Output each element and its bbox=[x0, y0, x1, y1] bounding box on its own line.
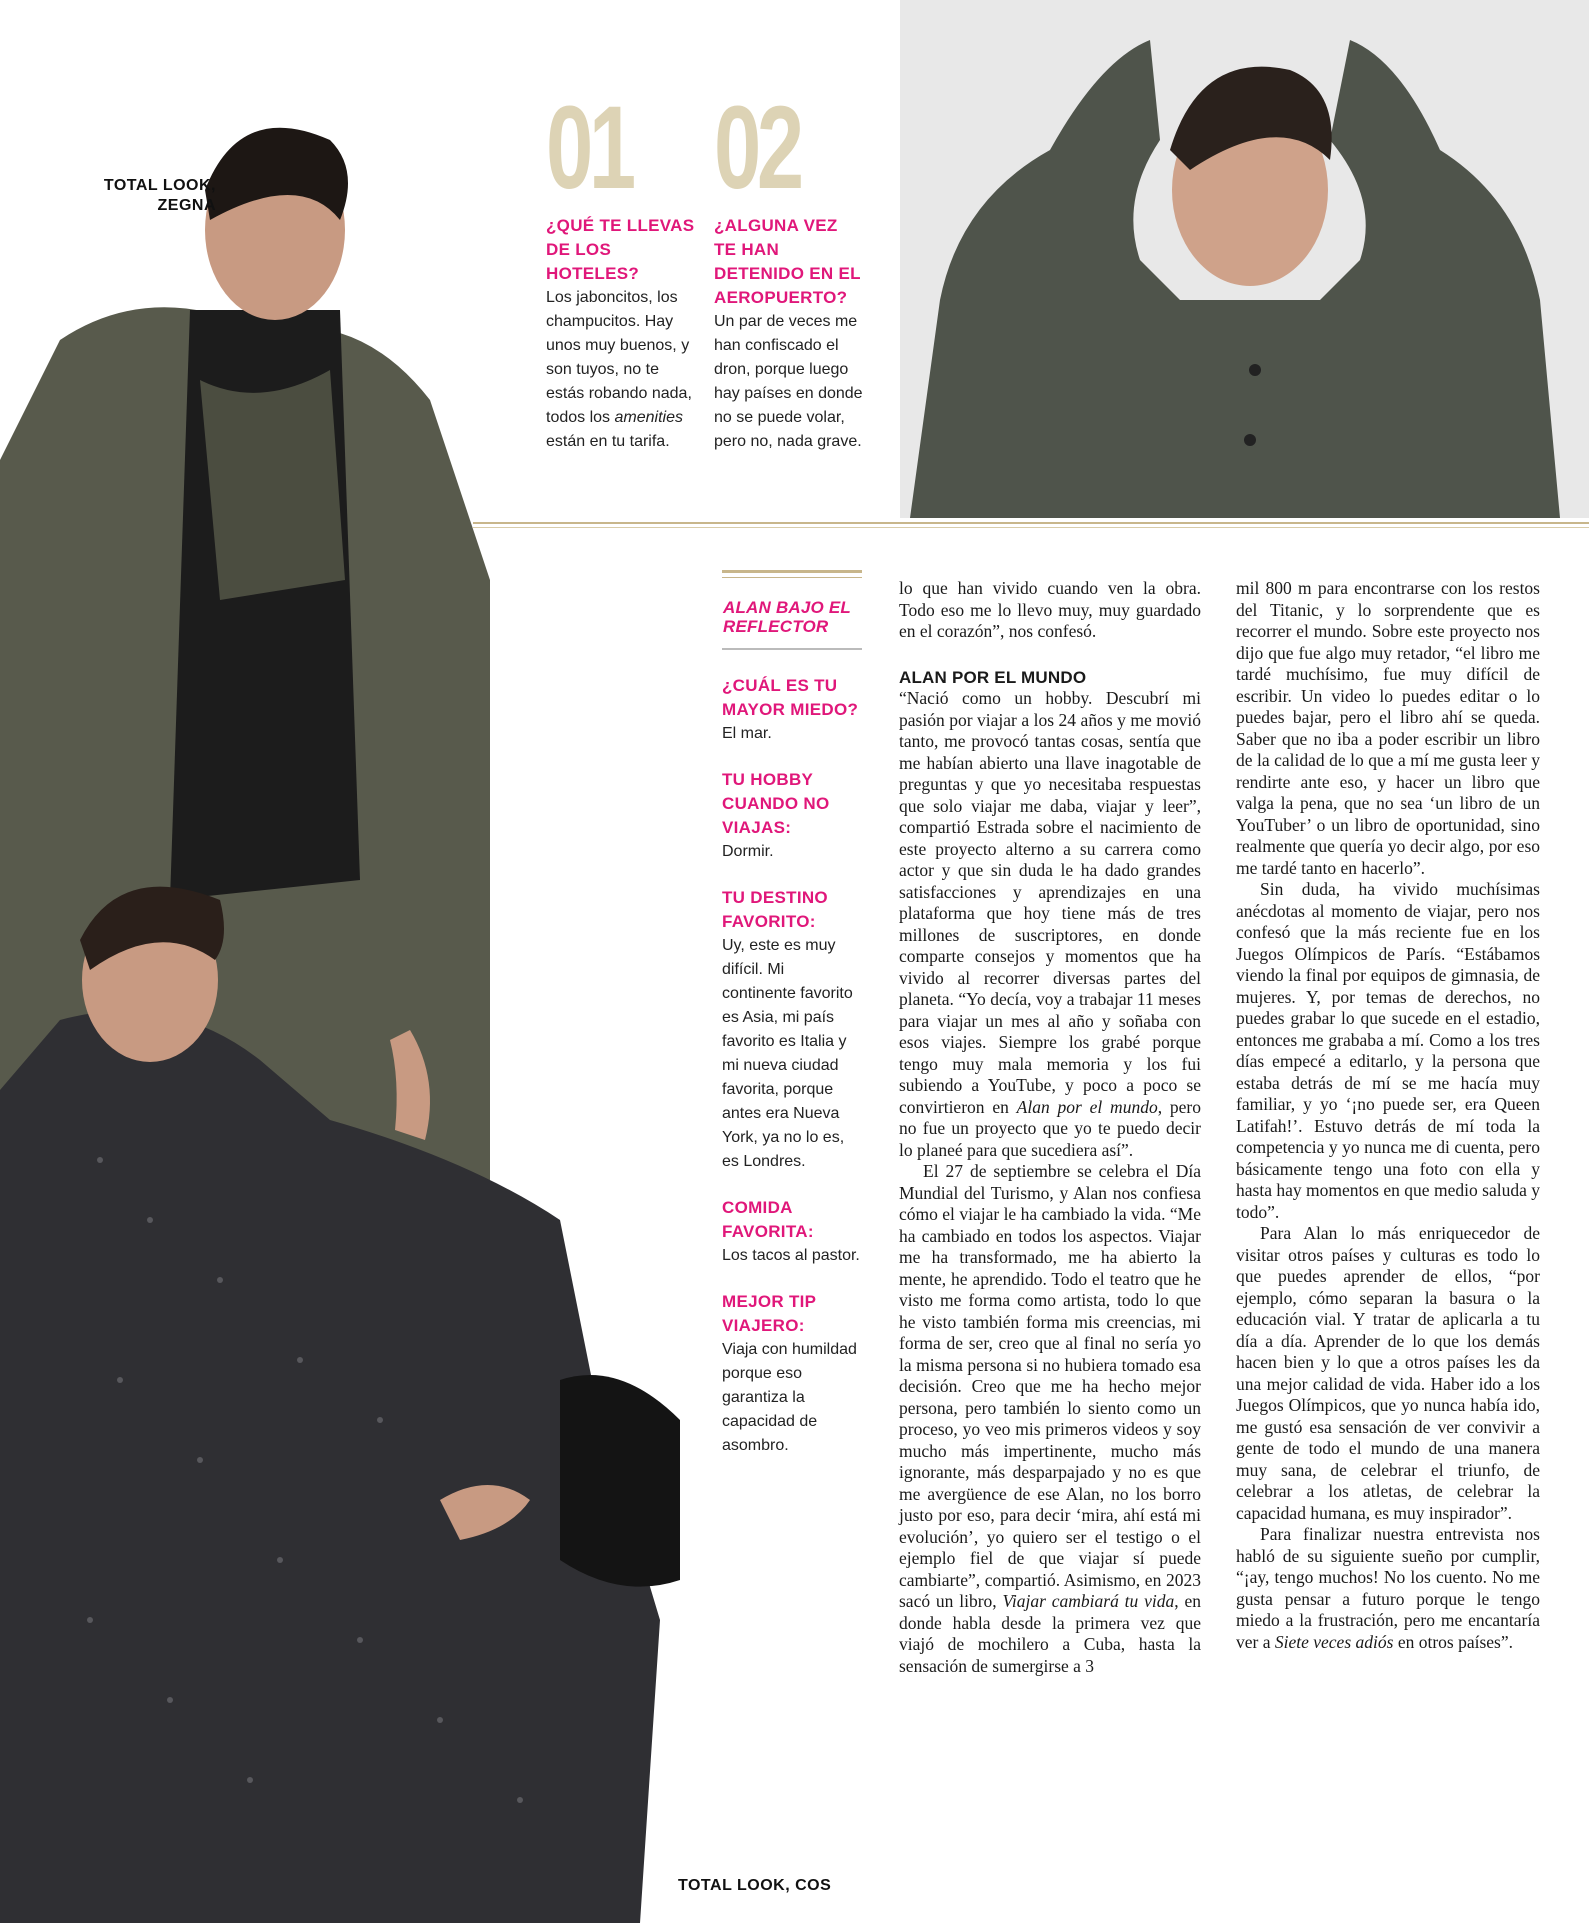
answer-text: Un par de veces me han confiscado el dron, porque luego hay países en donde no se puede volar, pero no, nada grave. bbox=[714, 313, 863, 450]
sidebar-item bbox=[722, 674, 862, 746]
photo-credit-bottom: TOTAL LOOK, COS bbox=[678, 1877, 832, 1894]
sidebar-question: COMIDA FAVORITA: bbox=[722, 1198, 814, 1241]
sidebar-question: MEJOR TIP VIAJERO: bbox=[722, 1292, 817, 1335]
photo-credit-top bbox=[60, 176, 216, 216]
question-number-01: 01 bbox=[546, 82, 632, 214]
section-divider bbox=[473, 522, 1589, 524]
sidebar-question: ¿CUÁL ES TU MAYOR MIEDO? bbox=[722, 676, 859, 719]
sidebar-answer: Uy, este es muy difícil. Mi continente favorito es Asia, mi país favorito es Italia y mi nueva ciudad favorita, porque antes era Nueva York, ya no lo es, es Londres. bbox=[722, 937, 853, 1170]
sidebar-item bbox=[722, 886, 862, 1174]
sidebar-title: ALAN BAJO EL REFLECTOR bbox=[723, 598, 851, 636]
article-paragraph: lo que han vivido cuando ven la obra. Todo eso me lo llevo muy, muy guardado en el corazón”, nos confesó. bbox=[899, 578, 1201, 641]
sidebar-rule bbox=[722, 577, 862, 578]
quick-question-02 bbox=[714, 214, 864, 454]
article-paragraph: Sin duda, ha vivido muchísimas anécdotas al momento de viajar, pero nos confesó que la más reciente fue en los Juegos Olímpicos de París. “Estábamos viendo la final por equipos de gimnasia, de mujeres. Y, por temas de derechos, no puedes grabar lo que sucede en el estadio, entonces me grababa a mí. Como a los tres días empecé a editarlo, y la persona que estaba detrás de mí se me hacía muy familiar, y yo ‘¡no puede ser, era Queen Latifah!’. Estuvo detrás de mí toda la competencia y yo nunca me di cuenta, pero básicamente tengo una foto con ella y hasta hay momentos en que medio saluda y todo”. bbox=[1236, 879, 1540, 1222]
sidebar-item bbox=[722, 768, 862, 864]
sidebar-rule bbox=[722, 570, 862, 573]
sidebar-question: TU HOBBY CUANDO NO VIAJAS: bbox=[722, 770, 830, 837]
sidebar-item bbox=[722, 1196, 862, 1268]
article-column-1 bbox=[899, 578, 1201, 1677]
question-number-02: 02 bbox=[714, 82, 800, 214]
sidebar-rule bbox=[722, 648, 862, 650]
section-divider-thin bbox=[473, 527, 1589, 528]
credit-line: TOTAL LOOK, bbox=[103, 177, 216, 194]
answer-text: Los jaboncitos, los champucitos. Hay unos muy buenos, y son tuyos, no te estás robando nada, todos los amenities están en tu tarifa. bbox=[546, 289, 692, 450]
sidebar-reflector bbox=[722, 570, 862, 1480]
article-subhead: ALAN POR EL MUNDO bbox=[899, 667, 1087, 687]
article-column-2 bbox=[1236, 578, 1540, 1653]
credit-line: ZEGNA bbox=[157, 197, 216, 214]
question-text: ¿QUÉ TE LLEVAS DE LOS HOTELES? bbox=[546, 216, 695, 283]
photo-man-hands-behind-head bbox=[900, 0, 1589, 518]
sidebar-answer: Dormir. bbox=[722, 843, 774, 860]
sidebar-answer: Los tacos al pastor. bbox=[722, 1247, 860, 1264]
question-text: ¿ALGUNA VEZ TE HAN DETENIDO EN EL AEROPUERTO? bbox=[714, 216, 861, 307]
sidebar-item bbox=[722, 1290, 862, 1458]
sidebar-question: TU DESTINO FAVORITO: bbox=[722, 888, 828, 931]
article-paragraph: El 27 de septiembre se celebra el Día Mundial del Turismo, y Alan nos confiesa cómo el viajar le ha cambiado la vida. “Me ha cambiado en todos los aspectos. Viajar me ha transformado, me ha abierto la mente, he aprendido. Todo el teatro que he visto me forma como artista, todo lo que he visto también forma mis creencias, mi forma de ser, creo que al final no sería yo la misma persona si no hubiera tomado esa decisión. Creo que me ha hecho mejor persona, pero también lo siento como un proceso, yo veo mis primeros videos y soy mucho más impertinente, mucho más ignorante, más desparpajado y no es que me avergüence de ese Alan, no los borro justo por eso, para decir ‘mira, ahí está mi evolución’, yo quiero ser el testigo o el ejemplo fiel de que viajar sí puede cambiarte”, compartió. Asimismo, en 2023 sacó un libro, Viajar cambiará tu vida, en donde habla desde la primera vez que viajó de mochilero a Cuba, hasta la sensación de sumergirse a 3 bbox=[899, 1161, 1201, 1676]
sidebar-answer: El mar. bbox=[722, 725, 772, 742]
quick-question-01 bbox=[546, 214, 696, 454]
photo-crouching-man-tweed bbox=[0, 860, 680, 1923]
article-paragraph: Para finalizar nuestra entrevista nos habló de su siguiente sueño por cumplir, “¡ay, tengo muchos! No los cuento. No me gusta pensar a futuro porque le tengo miedo a la frustración, pero me encantaría ver a Siete veces adiós en otros países”. bbox=[1236, 1524, 1540, 1652]
article-paragraph: “Nació como un hobby. Descubrí mi pasión por viajar a los 24 años y me movió tanto, me provocó tantas cosas, sentía que me habían abierto una llave inagotable de preguntas y que yo necesitaba respuestas que solo viajar me daba, viajar y leer”, compartió Estrada sobre el nacimiento de este proyecto alterno a su carrera como actor y que sin duda le ha dado grandes satisfacciones y aprendizajes en una plataforma que hoy tiene más de tres millones de suscriptores, en donde comparte consejos y momentos que ha vivido al recorrer diversas partes del planeta. “Yo decía, voy a trabajar 11 meses para viajar un mes al año y soñaba con esos viajes. Siempre los grabé porque tengo muy mala memoria y los fui subiendo a YouTube, y poco a poco se convirtieron en Alan por el mundo, pero no fue un proyecto que yo te puedo decir lo planeé para que sucediera así”. bbox=[899, 688, 1201, 1160]
article-paragraph: Para Alan lo más enriquecedor de visitar otros países y culturas es todo lo que puedes aprender de ellos, “por ejemplo, cómo separan la basura o la educación vial. Y tratar de aplicarla a tu día a día. Aprender de lo que los demás hacen bien y lo que a otros países les da una mejor calidad de vida. Haber ido a los Juegos Olímpicos, que yo nunca había ido, me gustó esa sensación de ver convivir a gente de todo el mundo de una manera muy sana, de celebrar el triunfo, de celebrar a los atletas, de celebrar la capacidad humana, es muy inspirador”. bbox=[1236, 1223, 1540, 1523]
sidebar-answer: Viaja con humildad porque eso garantiza la capacidad de asombro. bbox=[722, 1341, 857, 1454]
article-paragraph: mil 800 m para encontrarse con los restos del Titanic, y lo sorprendente que es recorrer el mundo. Sobre este proyecto nos dijo que fue algo muy retador, “el libro me tardé muchísimo, fue muy difícil de escribir. Un video lo puedes editar o lo puedes bajar, pero el libro ahí se queda. Saber que no iba a poder escribir un libro de la calidad de lo que a mí me gusta leer y rendirte ante eso, y hacer un libro que valga la pena, que no sea ‘un libro de un YouTuber’ o un libro de oportunidad, sino realmente que quería yo decir algo, por eso me tardé tanto en hacerlo”. bbox=[1236, 578, 1540, 878]
